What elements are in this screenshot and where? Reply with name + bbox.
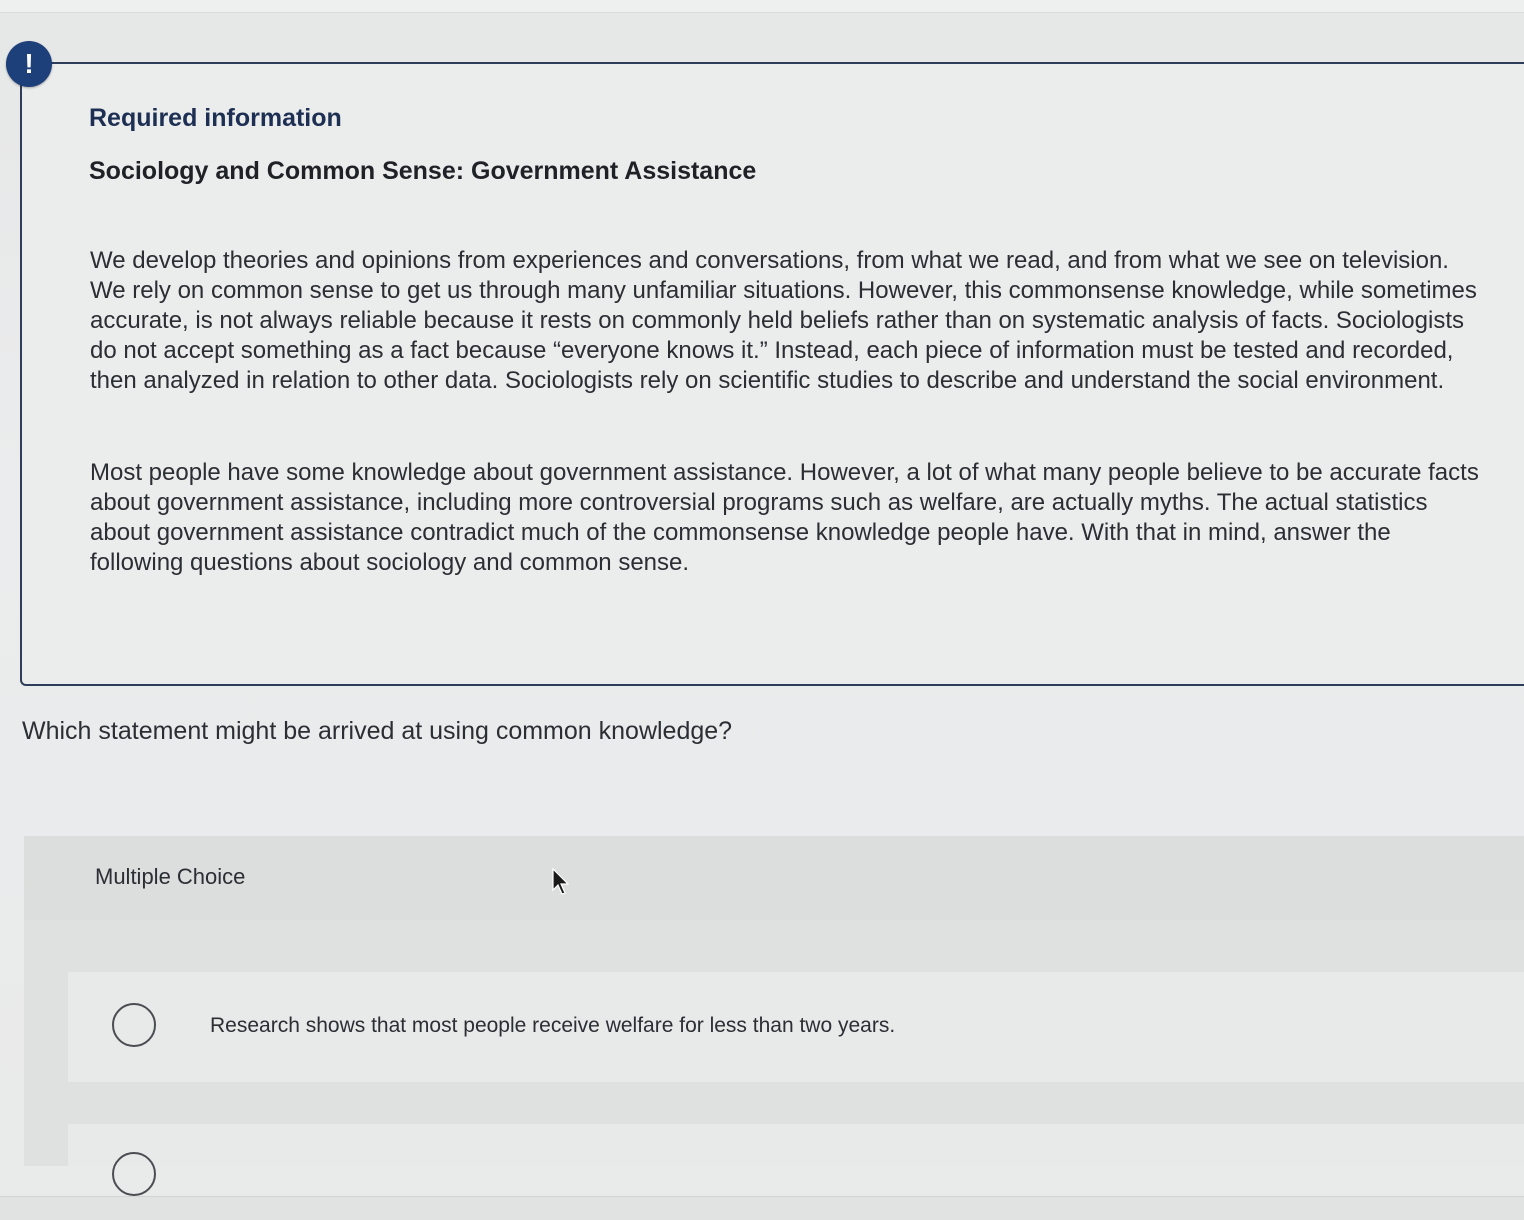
answer-option-text: Research shows that most people receive welfare for less than two years. (210, 1014, 896, 1037)
section-title: Sociology and Common Sense: Government Assistance (89, 157, 757, 185)
multiple-choice-panel (24, 836, 1524, 1166)
required-information-label: Required information (89, 104, 342, 132)
multiple-choice-label: Multiple Choice (95, 864, 246, 889)
info-paragraph-1: We develop theories and opinions from experiences and conversations, from what we read, and from what we see on television. We rely on common sense to get us through many unfamiliar situations. However, this commonsense knowledge, while sometimes accurate, is not always reliable because it rests on commonly held beliefs rather than on systematic analysis of facts. Sociologists do not accept something as a fact because “everyone knows it.” Instead, each piece of information must be tested and recorded, then analyzed in relation to other data. Sociologists rely on scientific studies to describe and understand the social environment. (90, 247, 1477, 394)
bottom-strip (0, 1196, 1524, 1220)
question-text: Which statement might be arrived at using common knowledge? (22, 717, 733, 745)
radio-button[interactable] (112, 1152, 156, 1196)
multiple-choice-header (24, 836, 1524, 920)
answer-option[interactable] (68, 972, 1524, 1082)
info-paragraph-2: Most people have some knowledge about government assistance. However, a lot of what many people believe to be accurate facts about government assistance, including more controversial programs such as welfare, are actually myths. The actual statistics about government assistance contradict much of the commonsense knowledge people have. With that in mind, answer the following questions about sociology and common sense. (90, 459, 1479, 576)
answer-option-partial[interactable] (68, 1124, 1524, 1166)
top-strip (0, 0, 1524, 13)
exclamation-icon: ! (6, 41, 52, 87)
radio-button[interactable] (112, 1003, 156, 1047)
mouse-cursor-icon (552, 868, 570, 896)
